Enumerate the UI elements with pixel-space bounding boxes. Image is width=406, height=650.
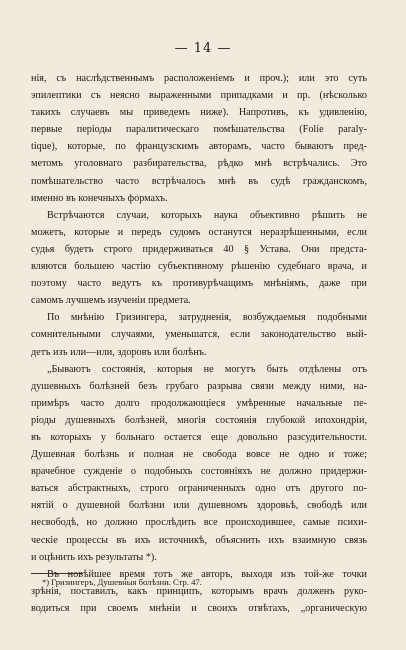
text-line: нятій о душевной болѣзни или душевномъ здоровьѣ, свободѣ или: [31, 500, 367, 512]
footnote: *) Гризингеръ, Душевныя болѣзни. Стр. 47.: [42, 577, 202, 587]
text-line: нія, съ наслѣдственнымъ расположеніемъ и проч.); или это суть: [31, 73, 367, 84]
text-line: Встрѣчаются случаи, которыхъ наука объективно рѣшить не: [47, 209, 367, 221]
text-line: самомъ лучшемъ изученіи предмета.: [31, 295, 191, 307]
text-line: эпилептики съ неясно выраженными припадками и пр. (нѣсколько: [31, 90, 367, 102]
body-text: [31, 70, 367, 617]
text-line: „Бываютъ состоянія, которыя не могутъ быть отдѣлены отъ: [47, 363, 367, 375]
text-line: По мнѣнію Гризингера, затрудненія, возбуждаемыя подобными: [47, 312, 367, 324]
page-number: — 14 —: [174, 41, 232, 56]
text-line: примѣръ часто долго продолжающіеся умѣренные начальные пе-: [31, 397, 367, 409]
text-line: Душевная болѣзнь и полная не свобода вовсе не одно и тоже;: [31, 449, 367, 461]
text-line: вляются большею частію субъективному рѣшенію судебнаго врача, и: [31, 261, 367, 273]
text-line: такихъ случаевъ мы приведемъ ниже). Напротивъ, къ удивленію,: [31, 107, 367, 119]
text-line: tique), которые, по французскимъ авторамъ, часто бываютъ пред-: [31, 141, 367, 153]
text-line: первые періоды паралитическаго помѣшательства (Folie paraly-: [31, 124, 367, 136]
text-line: сомнительными случаями, уменьшатся, если законодательство вый-: [31, 329, 367, 341]
text-line: детъ изъ или—или, здоровъ или болѣнъ.: [31, 346, 207, 358]
text-line: душевныхъ болѣзней безъ грубаго разрыва связи между ними, на-: [31, 380, 367, 392]
footnote-rule: [31, 573, 83, 574]
text-line: судья будетъ строго придерживаться 40 § Устава. Они предста-: [31, 243, 367, 255]
text-line: именно въ конечныхъ формахъ.: [31, 192, 168, 204]
text-line: зрѣнія, поставилъ, какъ принципъ, которымъ врачъ долженъ руко-: [31, 585, 367, 597]
text-line: несвободѣ, но должно прослѣдить все происходившее, самые психи-: [31, 517, 367, 529]
text-line: можетъ, которые и передъ судомъ останутся неразрѣшенными, если: [31, 226, 367, 238]
text-line: поэтому часто ведутъ къ противурѣчащимъ мнѣніямъ, даже при: [31, 278, 367, 290]
text-line: врачебное сужденіе о подобныхъ состояніяхъ не должно придержи-: [31, 466, 367, 478]
text-line: въ которыхъ у больнаго остается еще довольно разсудительности.: [31, 431, 367, 443]
text-line: водиться при своемъ мнѣніи и своихъ отвѣтахъ, „органическую: [31, 602, 367, 614]
text-line: Въ новѣйшее время тотъ же авторъ, выходя изъ той-же точки: [47, 568, 367, 580]
text-line: ческіе процессы въ ихъ источникѣ, объяснить ихъ взаимную связь: [31, 534, 367, 546]
text-line: помѣшательство часто встрѣчалось мнѣ въ судѣ гражданскомъ,: [31, 175, 367, 187]
text-line: и оцѣнить ихъ результаты *).: [31, 551, 157, 563]
text-line: ріоды душевныхъ болѣзней, многія состоянія глубокой ипохондріи,: [31, 414, 367, 426]
text-line: метомъ уголовнаго разбирательства, рѣдко мнѣ встрѣчались. Это: [31, 158, 367, 170]
text-line: ваться абстрактныхъ, строго ограниченныхъ одно отъ другого по-: [31, 483, 367, 495]
